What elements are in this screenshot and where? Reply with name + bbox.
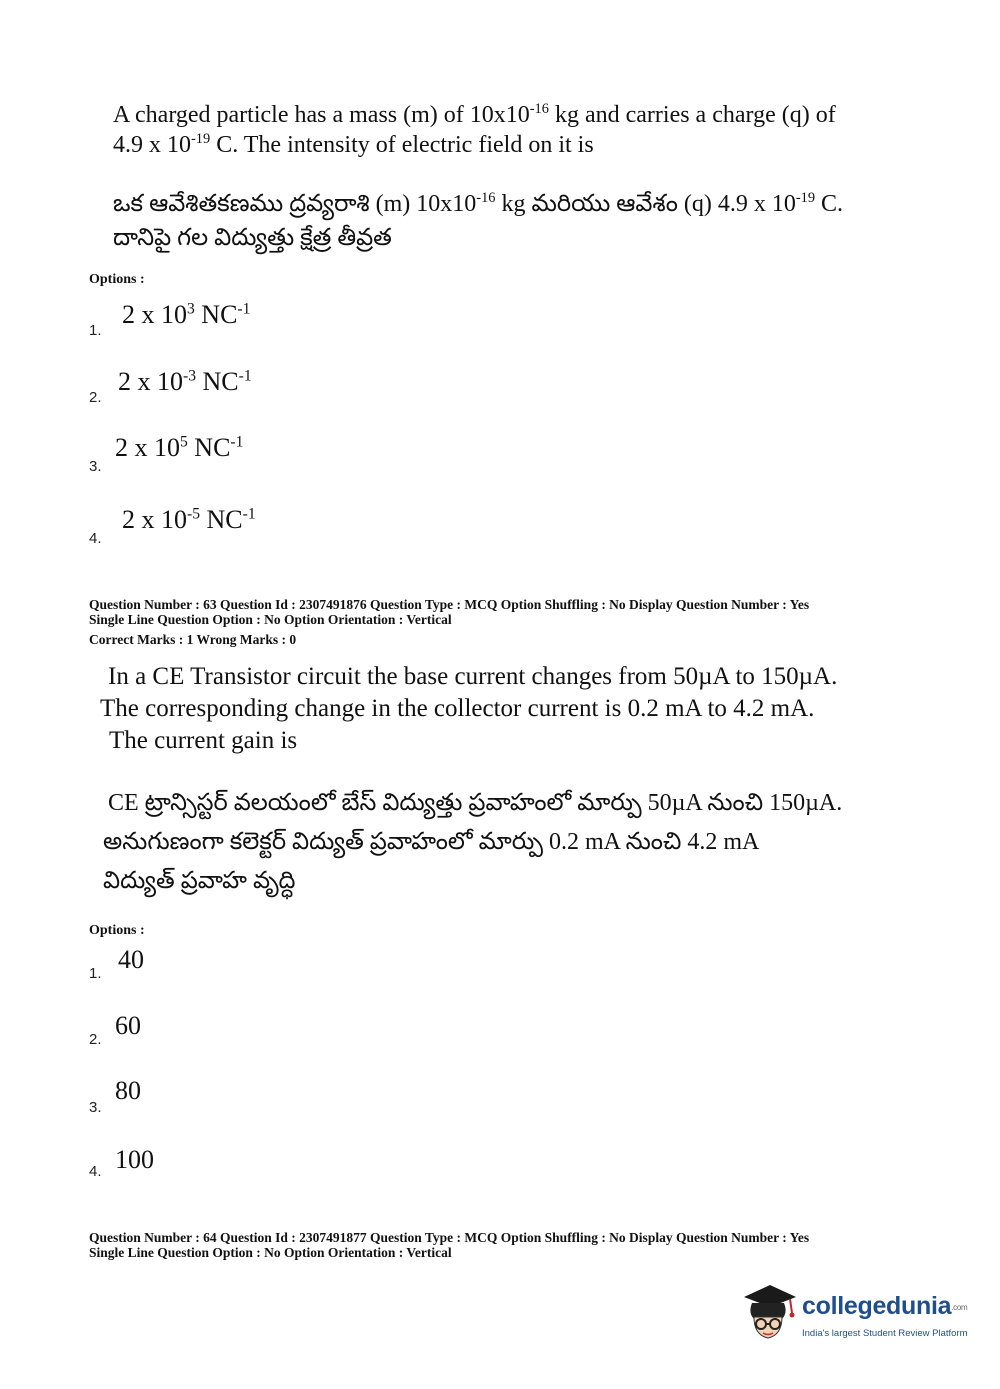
option-value: 60	[115, 1011, 141, 1040]
q63-english-text	[100, 661, 960, 757]
option-number: 3.	[89, 458, 102, 475]
logo-name: collegedunia	[802, 1292, 952, 1320]
option-number: 3.	[89, 1099, 102, 1116]
option-number: 4.	[89, 530, 102, 547]
q63-meta-line3: Correct Marks : 1 Wrong Marks : 0	[89, 632, 297, 647]
option-number: 4.	[89, 1163, 102, 1180]
q63-te-line3: విద్యుత్ ప్రవాహ వృద్ధి	[103, 868, 296, 894]
q63-te-line1: CE ట్రాన్సిస్టర్ వలయంలో బేస్ విద్యుత్తు ప్రవాహంలో మార్పు 50µA నుంచి 150µA.	[108, 790, 843, 816]
q62-en-line2: 4.9 x $10^{-19}$ C. The intensity of electric field on it is	[113, 131, 594, 158]
option-value: 2 x $10^3$ $NC^{-1}$	[122, 300, 251, 329]
q63-meta-line1: Question Number : 63 Question Id : 2307491876 Question Type : MCQ Option Shuffling : No Display Question Number : Yes	[89, 597, 810, 612]
q62-en-line1: A charged particle has a mass (m) of $10x10^{-16}$ kg and carries a charge (q) of	[113, 101, 836, 128]
option-number: 2.	[89, 389, 102, 406]
q63-telugu-text	[103, 784, 963, 901]
option-number: 1.	[89, 965, 102, 982]
q63-en-line1: In a CE Transistor circuit the base current changes from 50µA to 150µA.	[108, 663, 838, 690]
option-value: 40	[118, 945, 144, 974]
logo-tld: .com	[951, 1302, 968, 1312]
option-value: 2 x $10^{-3}$ $NC^{-1}$	[118, 367, 252, 396]
option-number: 1.	[89, 322, 102, 339]
option-value: 2 x $10^5$ $NC^{-1}$	[115, 433, 244, 462]
q62-te-line2: దానిపై గల విద్యుత్తు క్షేత్ర తీవ్రత	[113, 225, 392, 251]
q63-en-line2: The corresponding change in the collector current is 0.2 mA to 4.2 mA.	[100, 695, 815, 722]
collegedunia-logo[interactable]	[740, 1283, 980, 1355]
q63-en-line3: The current gain is	[109, 727, 298, 754]
q62-telugu-text	[113, 187, 943, 255]
q63-te-line2: అనుగుణంగా కలెక్టర్ విద్యుత్ ప్రవాహంలో మార్పు 0.2 mA నుంచి 4.2 mA	[103, 829, 760, 855]
student-mascot-icon	[740, 1283, 798, 1343]
q64-meta-line2: Single Line Question Option : No Option Orientation : Vertical	[89, 1245, 452, 1260]
q63-meta	[89, 597, 809, 647]
option-value: 80	[115, 1076, 141, 1105]
q64-meta	[89, 1230, 809, 1260]
q62-te-line1: ఒక ఆవేశితకణము ద్రవ్యరాశి (m) $10x10^{-16}$ kg మరియు ఆవేశం (q) 4.9 x $10^{-19}$ C.	[113, 190, 844, 217]
q63-options-label: Options :	[89, 923, 145, 938]
option-value: 2 x $10^{-5}$ $NC^{-1}$	[122, 505, 256, 534]
q64-meta-line1: Question Number : 64 Question Id : 2307491877 Question Type : MCQ Option Shuffling : No Display Question Number : Yes	[89, 1230, 810, 1245]
logo-wordmark	[802, 1292, 967, 1321]
q62-english-text	[113, 100, 913, 160]
option-number: 2.	[89, 1031, 102, 1048]
q63-meta-line2: Single Line Question Option : No Option Orientation : Vertical	[89, 612, 452, 627]
logo-tagline: India's largest Student Review Platform	[802, 1328, 968, 1339]
option-value: 100	[115, 1145, 154, 1174]
q62-options-label: Options :	[89, 272, 145, 287]
